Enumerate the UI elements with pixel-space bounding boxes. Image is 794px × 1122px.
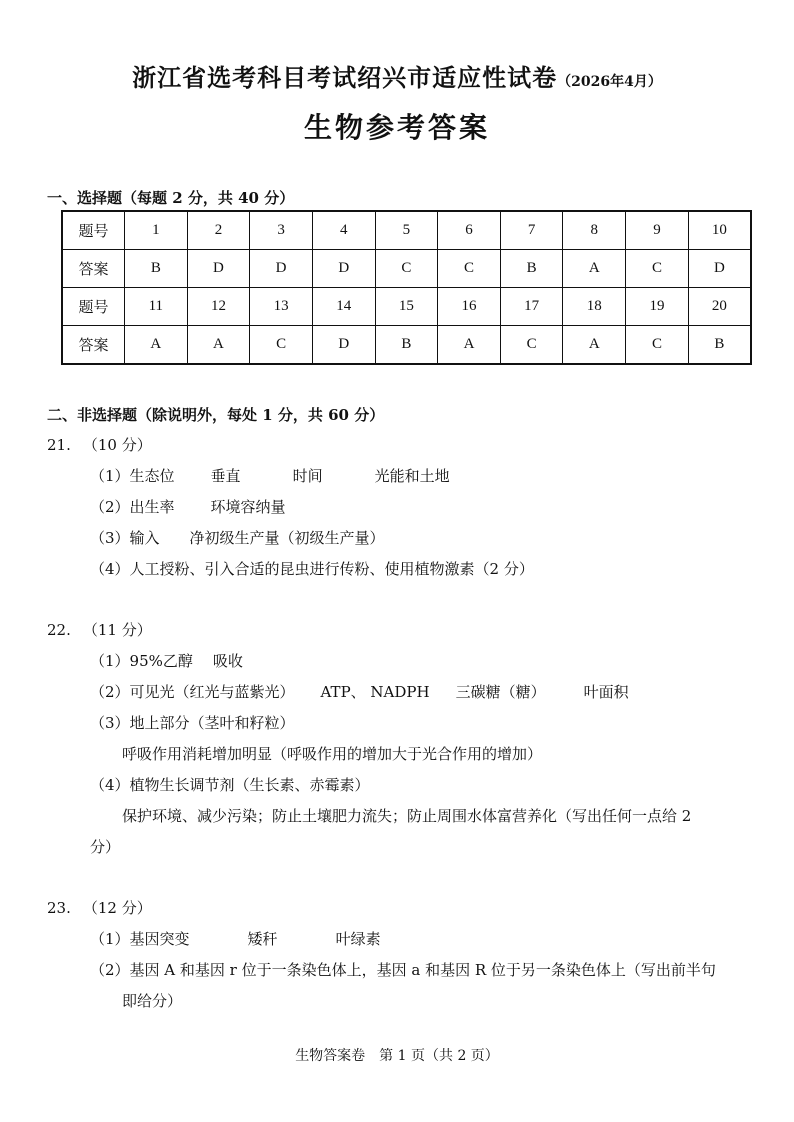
- question-number: 1: [125, 211, 188, 250]
- question-label: 22.: [47, 621, 71, 639]
- q23-header: [47, 897, 152, 918]
- q22-part4c: 分）: [90, 838, 121, 856]
- question-number: 18: [563, 288, 626, 326]
- answer-cell: B: [688, 326, 751, 365]
- answer-text: 矮秆: [247, 930, 278, 948]
- question-number: 9: [626, 211, 689, 250]
- question-number: 20: [688, 288, 751, 326]
- answer-text: （1）基因突变: [90, 930, 190, 948]
- q23-part2a: （2）基因 A 和基因 r 位于一条染色体上，基因 a 和基因 R 位于另一条染色体上（写出前半句: [90, 961, 716, 979]
- q21-part4: （4）人工授粉、引入合适的昆虫进行传粉、使用植物激素（2 分）: [90, 560, 534, 578]
- answer-cell: A: [563, 250, 626, 288]
- answer-cell: D: [312, 250, 375, 288]
- answer-cell: D: [312, 326, 375, 365]
- answer-cell: A: [187, 326, 250, 365]
- answer-cell: C: [438, 250, 501, 288]
- question-number: 7: [500, 211, 563, 250]
- question-number: 10: [688, 211, 751, 250]
- answer-cell: C: [626, 250, 689, 288]
- exam-title-text: 浙江省选考科目考试绍兴市适应性试卷: [132, 63, 558, 92]
- question-score: （11 分）: [82, 621, 152, 639]
- q22-part3b: 呼吸作用消耗增加明显（呼吸作用的增加大于光合作用的增加）: [122, 745, 543, 763]
- q22-part4a: （4）植物生长调节剂（生长素、赤霉素）: [90, 776, 370, 794]
- answer-text: （3）输入: [90, 529, 160, 547]
- answer-text: 环境容纳量: [210, 498, 286, 516]
- answer-text: （1）95%乙醇: [90, 652, 193, 670]
- answer-cell: A: [438, 326, 501, 365]
- answer-text: 垂直: [210, 467, 241, 485]
- question-number: 14: [312, 288, 375, 326]
- table-row-answers-2: [62, 326, 751, 365]
- answer-cell: C: [500, 326, 563, 365]
- answer-text: 净初级生产量（初级生产量）: [189, 529, 385, 547]
- table-row-questions-2: [62, 288, 751, 326]
- answer-cell: C: [250, 326, 313, 365]
- q21-header: [47, 434, 152, 455]
- q22-part2: [90, 681, 629, 702]
- answer-text: （2）可见光（红光与蓝紫光）: [90, 683, 295, 701]
- q22-part4b: 保护环境、减少污染；防止土壤肥力流失；防止周围水体富营养化（写出任何一点给 2: [122, 807, 692, 825]
- row-label-question: 题号: [62, 288, 125, 326]
- answer-text: （2）出生率: [90, 498, 175, 516]
- answer-cell: B: [500, 250, 563, 288]
- question-number: 4: [312, 211, 375, 250]
- question-number: 12: [187, 288, 250, 326]
- answer-table: [61, 210, 752, 365]
- answer-text: 叶面积: [583, 683, 629, 701]
- section2-heading: 二、非选择题（除说明外，每处 1 分，共 60 分）: [47, 406, 385, 424]
- question-label: 23.: [47, 899, 71, 917]
- answer-text: 光能和土地: [374, 467, 450, 485]
- answer-cell: B: [125, 250, 188, 288]
- answer-text: 叶绿素: [335, 930, 381, 948]
- q22-header: [47, 619, 152, 640]
- q21-part2: [90, 496, 286, 517]
- answer-cell: D: [250, 250, 313, 288]
- table-row-answers-1: [62, 250, 751, 288]
- row-label-answer: 答案: [62, 250, 125, 288]
- answer-text: 三碳糖（糖）: [455, 683, 546, 701]
- question-number: 17: [500, 288, 563, 326]
- question-number: 15: [375, 288, 438, 326]
- page-footer: 生物答案卷 第 1 页（共 2 页）: [295, 1048, 499, 1064]
- answer-text: 时间: [292, 467, 323, 485]
- q23-part2b: 即给分）: [122, 992, 183, 1010]
- answer-cell: B: [375, 326, 438, 365]
- question-number: 13: [250, 288, 313, 326]
- question-label: 21.: [47, 436, 71, 454]
- q21-part1: [90, 465, 450, 486]
- answer-cell: C: [626, 326, 689, 365]
- question-number: 6: [438, 211, 501, 250]
- q22-part3a: （3）地上部分（茎叶和籽粒）: [90, 714, 295, 732]
- question-score: （10 分）: [82, 436, 152, 454]
- exam-subtitle: 生物参考答案: [303, 111, 490, 144]
- table-row-questions-1: [62, 211, 751, 250]
- question-number: 5: [375, 211, 438, 250]
- q22-part1: [90, 650, 243, 671]
- answer-cell: D: [187, 250, 250, 288]
- question-number: 16: [438, 288, 501, 326]
- section1-heading: 一、选择题（每题 2 分，共 40 分）: [47, 189, 295, 207]
- row-label-question: 题号: [62, 211, 125, 250]
- answer-cell: D: [688, 250, 751, 288]
- answer-text: 吸收: [212, 652, 243, 670]
- question-number: 8: [563, 211, 626, 250]
- answer-cell: A: [125, 326, 188, 365]
- q21-part3: [90, 527, 385, 548]
- answer-text: ATP、 NADPH: [320, 683, 430, 701]
- answer-cell: C: [375, 250, 438, 288]
- question-score: （12 分）: [82, 899, 152, 917]
- exam-date: （2026年4月）: [557, 74, 662, 90]
- answer-cell: A: [563, 326, 626, 365]
- question-number: 19: [626, 288, 689, 326]
- q23-part1: [90, 928, 381, 949]
- exam-title: [0, 58, 794, 93]
- answer-text: （1）生态位: [90, 467, 175, 485]
- row-label-answer: 答案: [62, 326, 125, 365]
- question-number: 3: [250, 211, 313, 250]
- question-number: 11: [125, 288, 188, 326]
- question-number: 2: [187, 211, 250, 250]
